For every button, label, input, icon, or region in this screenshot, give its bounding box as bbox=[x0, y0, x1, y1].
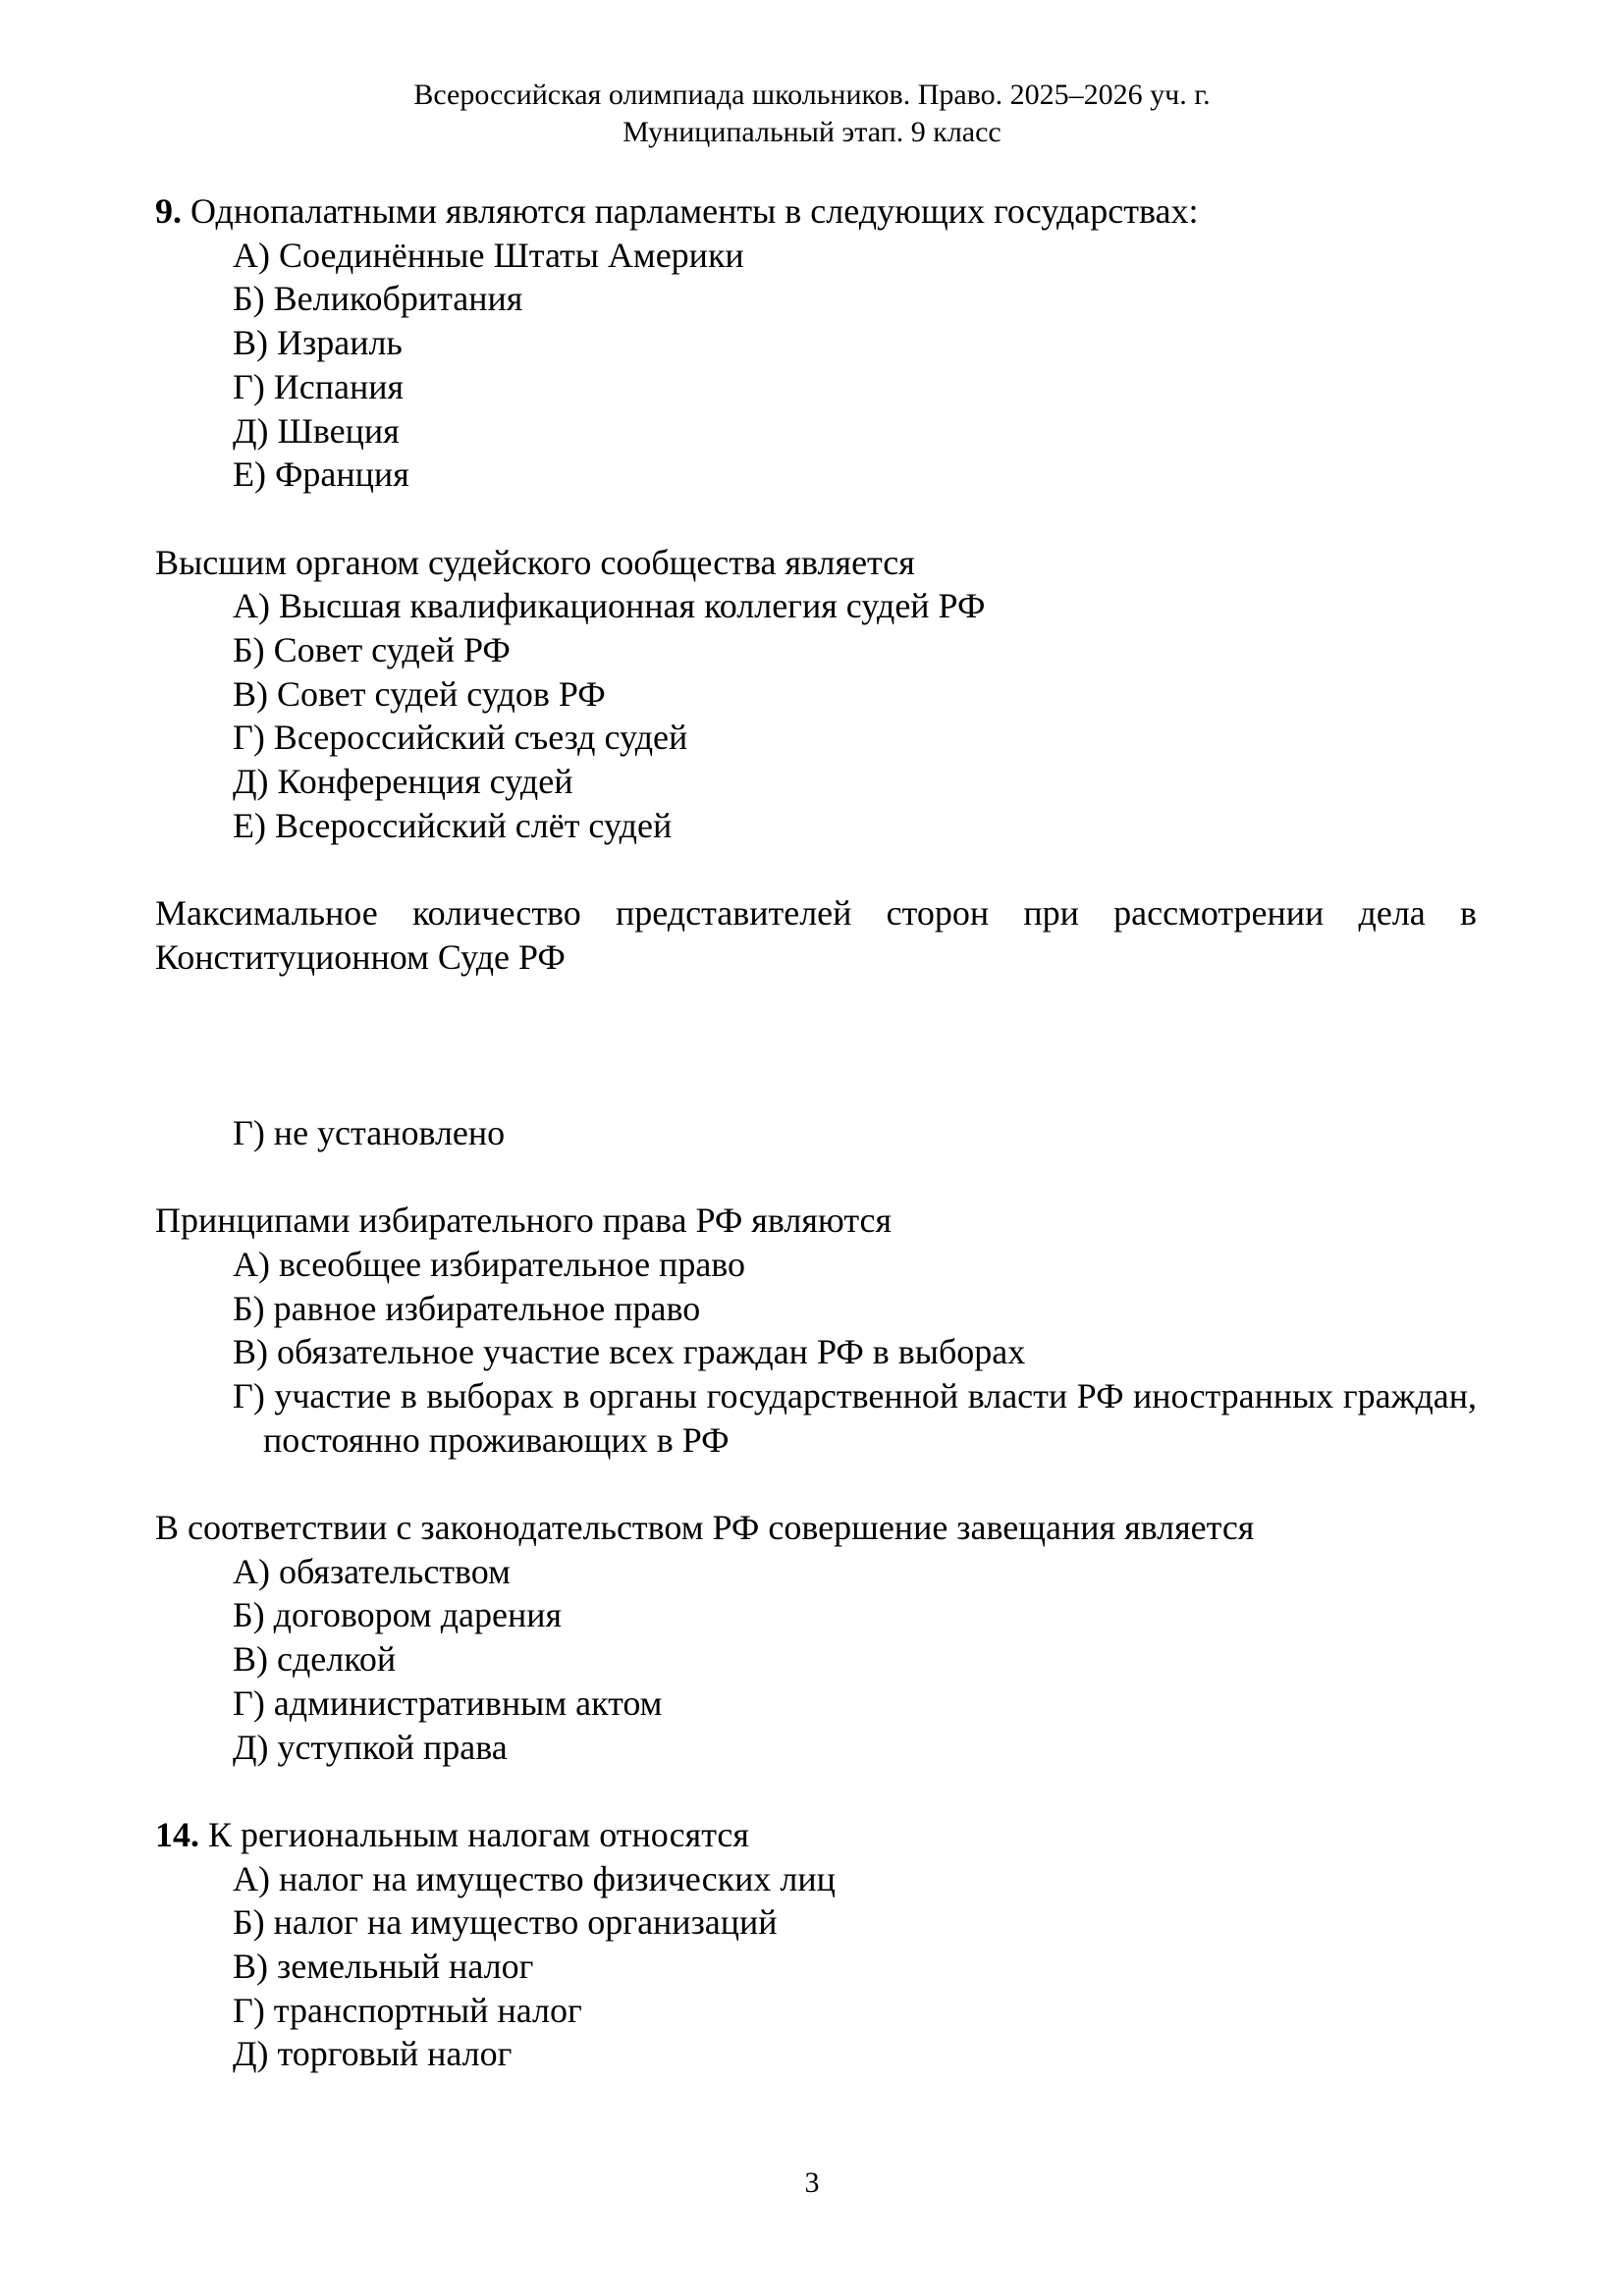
question-prompt: К региональным налогам относятся bbox=[208, 1814, 749, 1854]
answer-option: Б) договором дарения bbox=[233, 1595, 563, 1635]
answer-option: Б) Великобритания bbox=[233, 279, 523, 319]
page-number: 3 bbox=[804, 2166, 820, 2199]
question-14 bbox=[155, 1813, 1477, 2076]
answer-option: Д) уступкой права bbox=[233, 1727, 508, 1767]
answer-option: В) земельный налог bbox=[233, 1947, 534, 1987]
answer-option: В) Совет судей судов РФ bbox=[233, 673, 606, 714]
question-11 bbox=[155, 891, 1477, 1154]
question-text: Высшим органом судейского сообщества является bbox=[155, 542, 915, 582]
answer-options bbox=[155, 1111, 1477, 1155]
answer-option: Г) административным актом bbox=[233, 1682, 663, 1723]
question-13 bbox=[155, 1506, 1477, 1769]
answer-option: Б) налог на имущество организаций bbox=[233, 1902, 778, 1943]
answer-options bbox=[155, 1857, 1477, 2077]
header-title: Всероссийская олимпиада школьников. Право. 2025–2026 уч. г. bbox=[413, 79, 1211, 111]
answer-option: Г) не установлено bbox=[233, 1112, 506, 1152]
header-subtitle: Муниципальный этап. 9 класс bbox=[623, 116, 1001, 148]
answer-option: Д) Конференция судей bbox=[233, 762, 573, 802]
page-content bbox=[155, 189, 1477, 2120]
answer-option: А) Высшая квалификационная коллегия судей РФ bbox=[233, 586, 986, 626]
question-9 bbox=[155, 189, 1477, 497]
question-text bbox=[155, 189, 1477, 234]
answer-option: Е) Франция bbox=[233, 454, 409, 495]
question-number: 9. bbox=[155, 191, 182, 231]
question-number: 14. bbox=[155, 1814, 199, 1854]
answer-option: А) Соединённые Штаты Америки bbox=[233, 235, 744, 275]
answer-option: Д) торговый налог bbox=[233, 2034, 513, 2074]
answer-option: Е) Всероссийский слёт судей bbox=[233, 805, 673, 845]
answer-option: Д) Швеция bbox=[233, 410, 400, 451]
answer-option: Г) участие в выборах в органы государственной власти РФ иностранных граждан, постоянно проживающих в РФ bbox=[233, 1375, 1477, 1460]
answer-options bbox=[155, 234, 1477, 497]
page-header bbox=[0, 77, 1624, 151]
answer-option: Г) транспортный налог bbox=[233, 1990, 582, 2030]
answer-option: Г) Испания bbox=[233, 366, 405, 406]
answer-option: В) обязательное участие всех граждан РФ в выборах bbox=[233, 1332, 1026, 1372]
answer-option: Б) равное избирательное право bbox=[233, 1288, 701, 1328]
answer-option: Б) Совет судей РФ bbox=[233, 630, 511, 670]
blank-area bbox=[155, 980, 1477, 1111]
question-text bbox=[155, 1813, 1477, 1857]
answer-option: В) Израиль bbox=[233, 323, 403, 363]
answer-option: Г) Всероссийский съезд судей bbox=[233, 718, 688, 758]
answer-option: А) обязательством bbox=[233, 1551, 511, 1591]
answer-options bbox=[155, 1243, 1477, 1463]
answer-options bbox=[155, 1550, 1477, 1770]
question-text: Максимальное количество представителей сторон при рассмотрении дела в Конституционном Суде РФ bbox=[155, 893, 1477, 977]
answer-option: А) налог на имущество физических лиц bbox=[233, 1858, 836, 1898]
question-prompt: Однопалатными являются парламенты в следующих государствах: bbox=[190, 191, 1199, 231]
question-text: В соответствии с законодательством РФ совершение завещания является bbox=[155, 1508, 1255, 1548]
question-text: Принципами избирательного права РФ являются bbox=[155, 1201, 893, 1241]
question-10 bbox=[155, 541, 1477, 848]
answer-option: А) всеобщее избирательное право bbox=[233, 1244, 746, 1284]
question-12 bbox=[155, 1199, 1477, 1462]
answer-option: В) сделкой bbox=[233, 1639, 397, 1680]
answer-options bbox=[155, 584, 1477, 847]
